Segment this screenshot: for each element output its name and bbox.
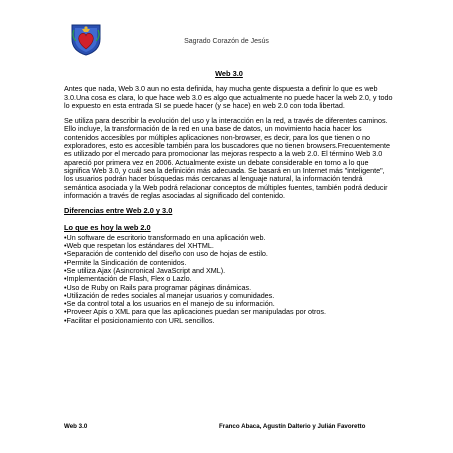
footer-title: Web 3.0 — [64, 423, 88, 430]
description-paragraph: Se utiliza para describir la evolución del uso y la interacción en la red, a través de diferentes caminos. Ello incluye, la transformación de la red en una base de datos, un movimiento hacia hacer los contenidos accesibles por múltiples aplicaciones non-browser, es decir, para los que tienen o no exploradores, esto es accesible también para los buscadores que no tienen browsers.Frecuentemente es utilizado por el mercado para promocionar las mejoras respecto a la web 2.0. El término Web 3.0 apareció por primera vez en 2006. Actualmente existe un debate considerable en torno a lo que significa Web 3.0, y cuál sea la definición más adecuada. Se basará en un Internet más "inteligente", los usuarios podrán hacer búsquedas más cercanas al lenguaje natural, la información tendrá semántica asociada y la Web podrá relacionar conceptos de múltiples fuentes, también podrá deducir información a través de reglas asociadas al significado del contenido. — [64, 116, 391, 200]
list-item: • Proveer Apis o XML para que las aplicaciones puedan ser manipuladas por otros. — [64, 308, 394, 316]
list-item: • Uso de Ruby on Rails para programar páginas dinámicas. — [64, 284, 394, 292]
list-item: • Se utiliza Ajax (Asincronical JavaScript and XML). — [64, 267, 394, 275]
list-item: • Un software de escritorio transformado en una aplicación web. — [64, 234, 394, 242]
document-title: Web 3.0 — [215, 69, 243, 78]
document-body — [64, 70, 394, 325]
list-item: • Facilitar el posicionamiento con URL sencillos. — [64, 317, 394, 325]
list-item: • Separación de contenido del diseño con uso de hojas de estilo. — [64, 250, 394, 258]
subsection-heading: Lo que es hoy la web 2.0 — [64, 223, 151, 233]
list-item: • Se da control total a los usuarios en el manejo de su información. — [64, 300, 394, 308]
features-list — [64, 234, 394, 325]
section-heading: Diferencias entre Web 2.0 y 3.0 — [64, 206, 173, 216]
list-item: • Permite la Sindicación de contenidos. — [64, 259, 394, 267]
footer-authors: Franco Abaca, Agustín Dalterio y Julián Favoretto — [219, 423, 366, 430]
intro-paragraph: Antes que nada, Web 3.0 aun no esta definida, hay mucha gente dispuesta a definir lo que es web 3.0.Una cosa es clara, lo que hace web 3.0 es algo que actualmente no puede hacer la web 2.0, y todo lo expuesto en esta entrada SI se puede hacer (y se hace) en web 2.0 con toda libertad. — [64, 84, 393, 110]
list-item: • Web que respetan los estándares del XHTML. — [64, 242, 394, 250]
institution-name: Sagrado Corazón de Jesús — [184, 38, 269, 45]
list-item: • Utilización de redes sociales al manejar usuarios y comunidades. — [64, 292, 394, 300]
list-item: • Implementación de Flash, Flex o Lazlo. — [64, 275, 394, 283]
